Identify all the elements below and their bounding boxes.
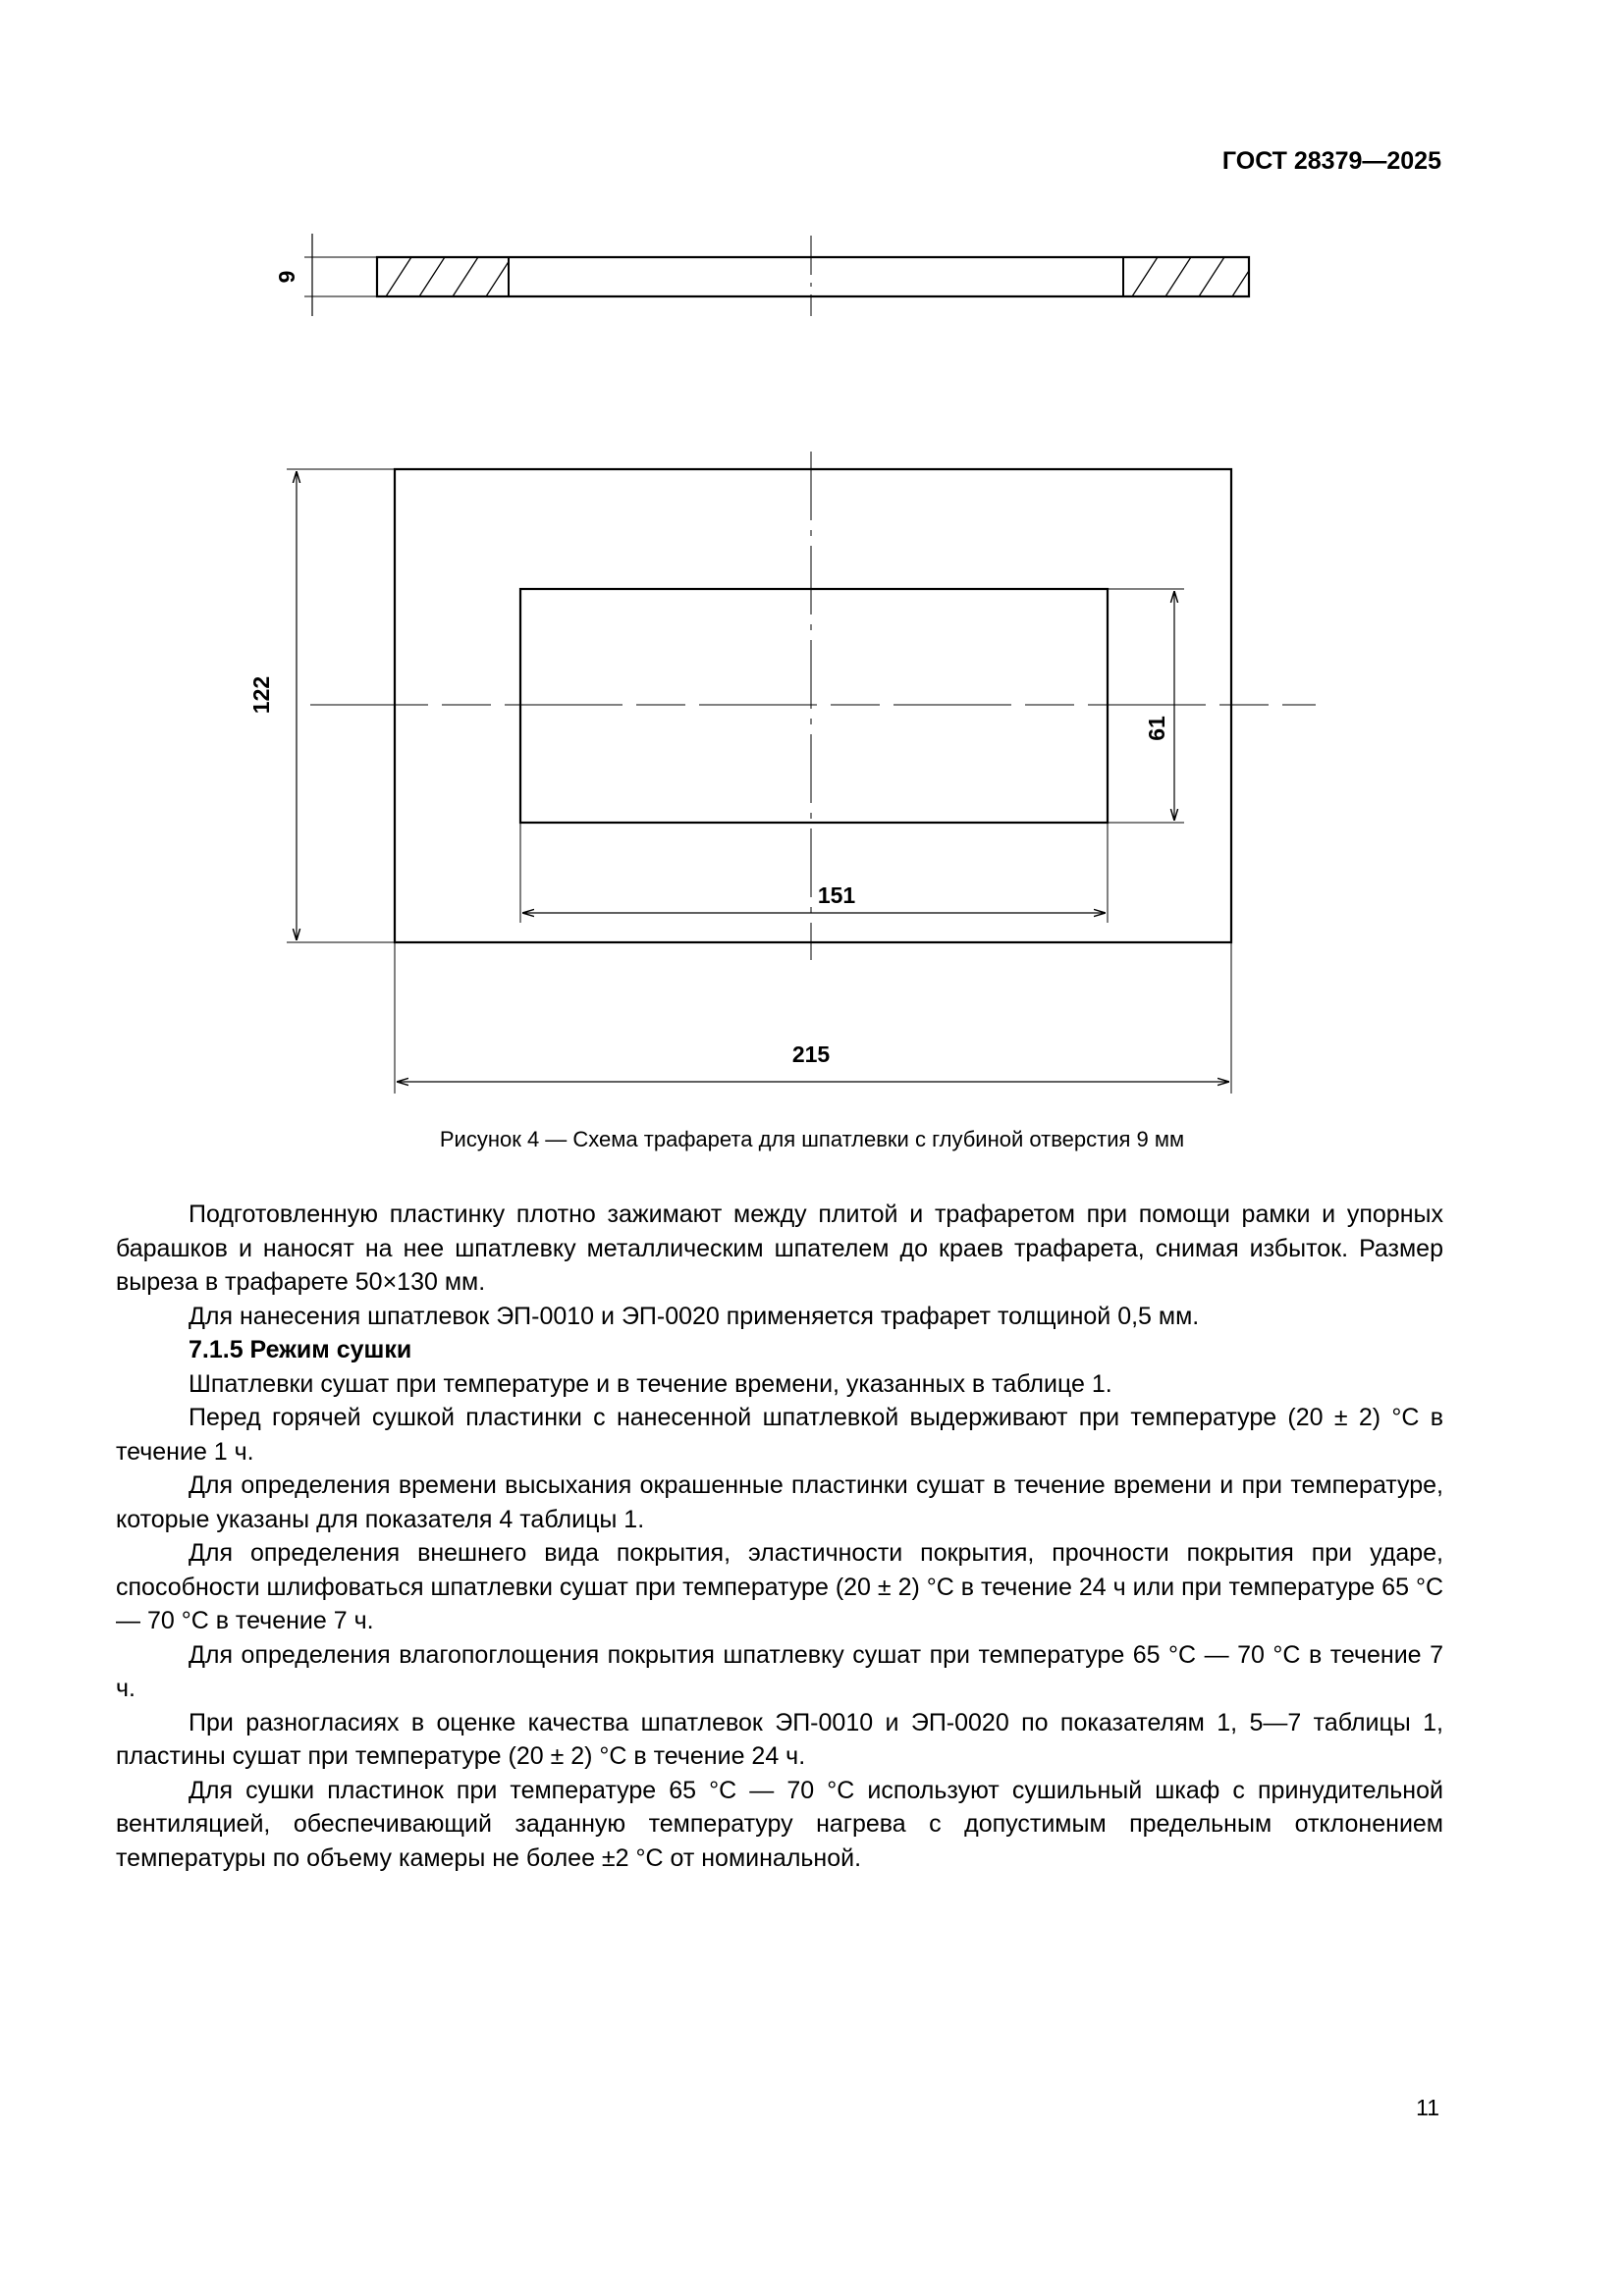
stencil-drawing [0,0,1624,1119]
paragraph: Для определения влагопоглощения покрытия шпатлевку сушат при температуре 65 °C — 70 °C в течение 7 ч. [116,1640,1443,1702]
paragraph: Для сушки пластинок при температуре 65 °C — 70 °C используют сушильный шкаф с принудительной вентиляцией, обеспечивающий заданную температуру нагрева с допустимым предельным отклонением температуры по объему камеры не более ±2 °C от номинальной. [116,1776,1443,1872]
paragraph: Для определения времени высыхания окрашенные пластинки сушат в течение времени и при температуре, которые указаны для показателя 4 таблицы 1. [116,1471,1443,1533]
page-number: 11 [1416,2095,1439,2120]
paragraph: Шпатлевки сушат при температуре и в течение времени, указанных в таблице 1. [189,1369,1112,1398]
paragraph: Перед горячей сушкой пластинки с нанесенной шпатлевкой выдерживают при температуре (20 ± 2) °C в течение 1 ч. [116,1404,1443,1466]
paragraph: Подготовленную пластинку плотно зажимают между плитой и трафаретом при помощи рамки и упорных барашков и наносят на нее шпатлевку металлическим шпателем до краев трафарета, снимая избыток. Размер выреза в трафарете 50×130 мм. [116,1201,1443,1296]
paragraph: Для определения внешнего вида покрытия, эластичности покрытия, прочности покрытия при ударе, способности шлифоваться шпатлевки сушат при температуре (20 ± 2) °C в течение 24 ч или при температуре 65 °C — 70 °C в течение 7 ч. [116,1539,1443,1634]
document-number: ГОСТ 28379—2025 [1221,147,1441,175]
dim-width-label: 215 [791,1041,831,1067]
section-heading: 7.1.5 Режим сушки [189,1336,412,1363]
paragraph: При разногласиях в оценке качества шпатлевок ЭП-0010 и ЭП-0020 по показателям 1, 5—7 таблицы 1, пластины сушат при температуре (20 ± 2) °C в течение 24 ч. [116,1708,1443,1770]
section-view [304,234,1300,316]
dim-height-label: 122 [248,675,274,715]
figure-caption: Рисунок 4 — Схема трафарета для шпатлевки с глубиной отверстия 9 мм [439,1127,1185,1151]
dim-inner-width-label: 151 [817,882,856,908]
cutout [520,589,1108,823]
hatch-right [1123,243,1300,310]
dim-inner-height-label: 61 [1144,716,1169,741]
dim-thickness-label: 9 [274,270,299,284]
paragraph: Для нанесения шпатлевок ЭП-0010 и ЭП-0020 применяется трафарет толщиной 0,5 мм. [189,1302,1200,1330]
body-text [116,1198,1443,1875]
plan-view [287,452,1316,1094]
hatch-left [377,243,554,310]
